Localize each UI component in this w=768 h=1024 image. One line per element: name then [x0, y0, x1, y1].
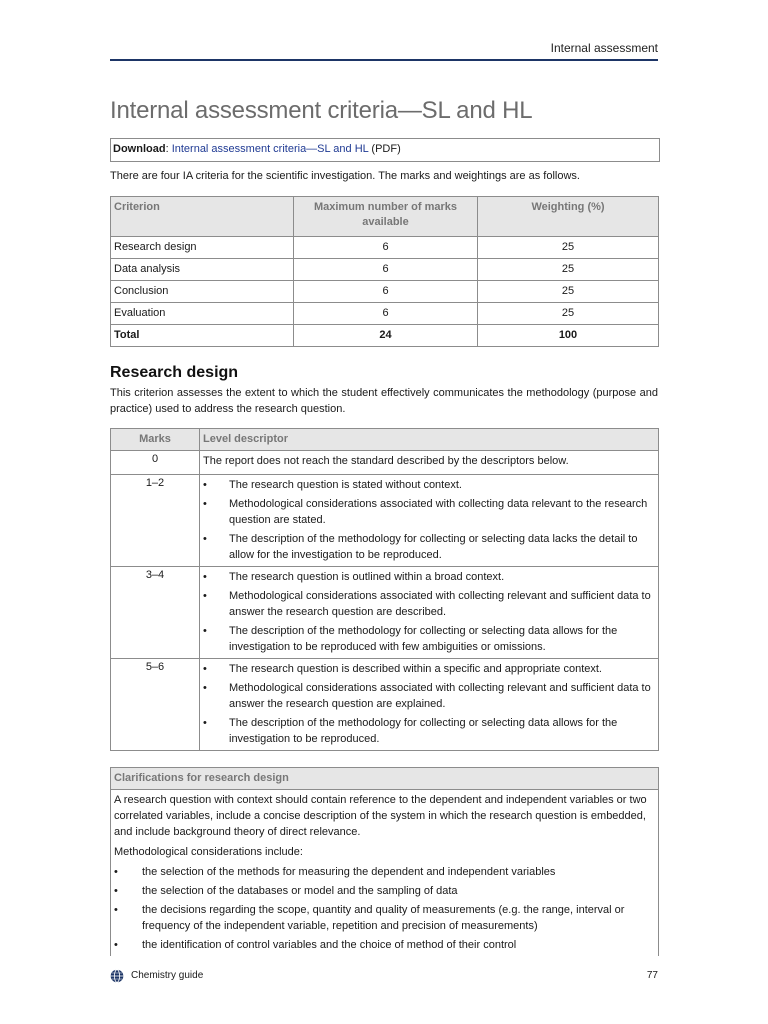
- download-box: [110, 138, 660, 162]
- level-header-descriptor: Level descriptor: [200, 429, 659, 451]
- criterion-name: Data analysis: [111, 259, 294, 281]
- bullet-icon: •: [114, 885, 118, 897]
- level-item-text: The description of the methodology for collecting or selecting data lacks the detail to allow for the investigation to be reproduced.: [229, 533, 638, 561]
- table-row: [111, 281, 659, 303]
- list-item: [203, 531, 655, 563]
- criterion-max-marks: 6: [294, 259, 478, 281]
- criterion-max-marks: 6: [294, 303, 478, 325]
- bullet-icon: •: [203, 663, 207, 675]
- criterion-name: Conclusion: [111, 281, 294, 303]
- bullet-icon: •: [203, 682, 207, 694]
- list-item: [203, 680, 655, 712]
- criterion-weighting: 25: [478, 259, 659, 281]
- running-header: Internal assessment: [550, 41, 658, 55]
- header-rule: [110, 59, 658, 61]
- download-separator: :: [165, 143, 169, 155]
- list-item: [203, 623, 655, 655]
- clarifications-table: [110, 767, 659, 956]
- level-descriptor: The report does not reach the standard described by the descriptors below.: [200, 451, 659, 475]
- bullet-icon: •: [203, 498, 207, 510]
- criterion-max-marks: 6: [294, 237, 478, 259]
- level-item-text: The description of the methodology for collecting or selecting data allows for the investigation to be reproduced with few ambiguities or omissions.: [229, 625, 618, 653]
- total-label: Total: [111, 325, 294, 347]
- table-row: [111, 659, 659, 751]
- total-max-marks: 24: [294, 325, 478, 347]
- criterion-weighting: 25: [478, 237, 659, 259]
- level-item-text: The research question is described within a specific and appropriate context.: [229, 663, 602, 675]
- level-item-text: Methodological considerations associated with collecting relevant and sufficient data to answer the research question are described.: [229, 590, 651, 618]
- section-description: This criterion assesses the extent to which the student effectively communicates the methodology (purpose and practice) used to address the research question.: [110, 387, 658, 415]
- page-title: Internal assessment criteria—SL and HL: [110, 97, 533, 124]
- clarification-item-text: the selection of the methods for measuring the dependent and independent variables: [142, 866, 556, 878]
- page-footer: [110, 969, 658, 985]
- level-marks: 3–4: [111, 567, 200, 659]
- total-row: [111, 325, 659, 347]
- level-marks: 1–2: [111, 475, 200, 567]
- clarifications-heading: Clarifications for research design: [111, 768, 659, 790]
- criteria-table: [110, 196, 659, 347]
- download-link[interactable]: Internal assessment criteria—SL and HL: [171, 143, 369, 155]
- bullet-icon: •: [114, 939, 118, 951]
- criterion-name: Evaluation: [111, 303, 294, 325]
- list-item: [203, 715, 655, 747]
- list-item: [203, 588, 655, 620]
- level-item-text: The research question is stated without context.: [229, 479, 462, 491]
- clarification-item-text: the identification of control variables and the choice of method of their control: [142, 939, 517, 951]
- page-number: 77: [646, 970, 658, 981]
- ib-globe-logo-icon: [110, 969, 124, 983]
- level-item-text: The description of the methodology for collecting or selecting data allows for the investigation to be reproduced.: [229, 717, 618, 745]
- level-descriptor: [200, 567, 659, 659]
- footer-guide-title: Chemistry guide: [131, 970, 204, 981]
- level-header-row: [111, 429, 659, 451]
- criterion-name: Research design: [111, 237, 294, 259]
- level-header-marks: Marks: [111, 429, 200, 451]
- table-row: [111, 237, 659, 259]
- table-row: [111, 567, 659, 659]
- list-item: [114, 864, 655, 880]
- criterion-weighting: 25: [478, 281, 659, 303]
- intro-text: There are four IA criteria for the scientific investigation. The marks and weightings are as follows.: [110, 170, 580, 182]
- level-descriptor: [200, 475, 659, 567]
- criteria-header-criterion: Criterion: [111, 197, 294, 237]
- table-row: [111, 451, 659, 475]
- bullet-icon: •: [203, 479, 207, 491]
- criteria-header-weighting: Weighting (%): [478, 197, 659, 237]
- list-item: [114, 883, 655, 899]
- clarifications-body-row: [111, 790, 659, 957]
- clarifications-list-intro: Methodological considerations include:: [114, 846, 303, 858]
- list-item: [114, 902, 655, 934]
- bullet-icon: •: [203, 590, 207, 602]
- download-format: (PDF): [371, 143, 401, 155]
- list-item: [114, 937, 655, 953]
- list-item: [203, 477, 655, 493]
- bullet-icon: •: [203, 571, 207, 583]
- clarifications-paragraph: A research question with context should contain reference to the dependent and independent variables or two correlated variables, include a concise description of the system in which the research question is embedded, and include background theory of direct relevance.: [114, 794, 647, 838]
- level-item-text: The research question is outlined within a broad context.: [229, 571, 505, 583]
- table-row: [111, 259, 659, 281]
- level-item-text: Methodological considerations associated with collecting data relevant to the research question are stated.: [229, 498, 648, 526]
- criterion-weighting: 25: [478, 303, 659, 325]
- level-marks: 0: [111, 451, 200, 475]
- list-item: [203, 661, 655, 677]
- clarification-item-text: the decisions regarding the scope, quantity and quality of measurements (e.g. the range, interval or frequency of the independent variable, repetition and precision of measurements): [142, 904, 625, 932]
- table-row: [111, 303, 659, 325]
- bullet-icon: •: [114, 866, 118, 878]
- total-weighting: 100: [478, 325, 659, 347]
- list-item: [203, 569, 655, 585]
- bullet-icon: •: [114, 904, 118, 916]
- list-item: [203, 496, 655, 528]
- download-label: Download: [113, 143, 166, 155]
- level-descriptor: [200, 659, 659, 751]
- criterion-max-marks: 6: [294, 281, 478, 303]
- clarifications-header-row: [111, 768, 659, 790]
- criteria-header-row: [111, 197, 659, 237]
- clarification-item-text: the selection of the databases or model and the sampling of data: [142, 885, 458, 897]
- level-marks: 5–6: [111, 659, 200, 751]
- bullet-icon: •: [203, 625, 207, 637]
- bullet-icon: •: [203, 717, 207, 729]
- section-heading-research-design: Research design: [110, 364, 239, 381]
- level-descriptor-table: [110, 428, 659, 751]
- clarifications-body: [111, 790, 659, 957]
- bullet-icon: •: [203, 533, 207, 545]
- level-item-text: Methodological considerations associated with collecting relevant and sufficient data to answer the research question are explained.: [229, 682, 651, 710]
- table-row: [111, 475, 659, 567]
- criteria-header-max-marks: Maximum number of marks available: [294, 197, 478, 237]
